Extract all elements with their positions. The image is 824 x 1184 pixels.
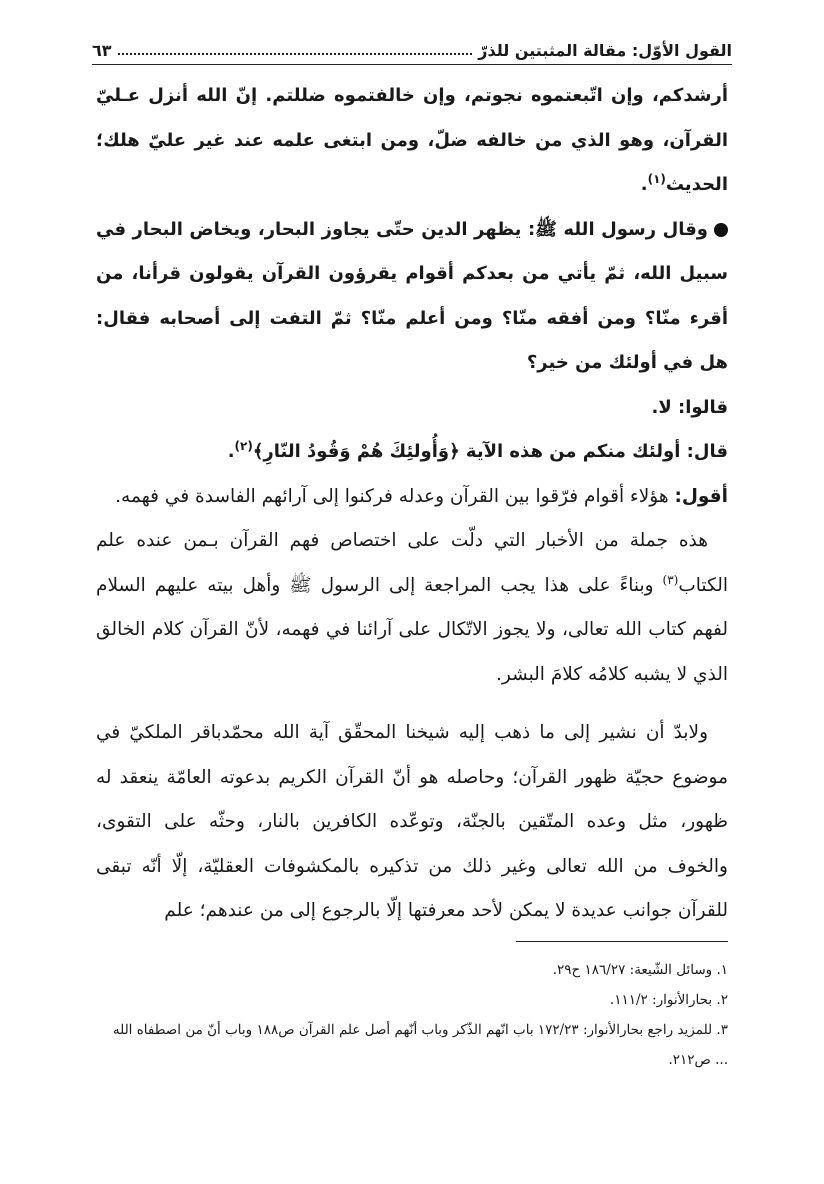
paragraph-comment [96, 475, 728, 520]
paragraph-text: قال: أولئك منكم من هذه الآية ﴿وَأُولئِكَ هُمْ وَقُودُ النّارِ﴾ [252, 441, 728, 462]
paragraph-verse: قال: أولئك منكم من هذه الآية ﴿وَأُولئِكَ هُمْ وَقُودُ النّارِ﴾$^{(٢)}$. [227, 439, 728, 462]
paragraph-text: ولابدّ أن نشير إلى ما ذهب إليه شيخنا المحقّق آية الله محمّدباقر الملكيّ في موضوع حجيّة ظهور القرآن؛ وحاصله هو أنّ القرآن الكريم بدعوته العامّة ينعقد له ظهور، مثل وعده المتّقين بالجنّة، وتوعّده الكافرين بالنار، وحثّه على التقوى، والخوف من الله تعالى وغير ذلك من تذكيره بالمكشوفات العقليّة، إلّا أنّه تبقى للقرآن جوانب عديدة لا يمكن لأحد معرفتها إلّا بالرجوع إلى من عندهم؛ علم [96, 722, 728, 921]
footnote-1: ١. وسائل الشّيعة: ١٨٦/٢٧ ح٢٩. [552, 962, 728, 978]
paragraph-text: هذه جملة من الأخبار التي دلّت على اختصاص فهم القرآن بـمن عنده علم الكتاب [96, 530, 728, 596]
page-number: ٦٣ [92, 41, 112, 60]
paragraph-gap [96, 697, 728, 711]
paragraph-summary [96, 519, 728, 697]
paragraph-text: هؤلاء أقوام فرّقوا بين القرآن وعدله فركنوا إلى آرائهم الفاسدة في فهمه. [115, 485, 669, 507]
main-text [96, 74, 728, 934]
paragraph-text: وقال رسول الله ﷺ: يظهر الدين حتّى يجاوز البحار، ويخاض البحار في سبيل الله، ثمّ يأتي من بعدكم أقوام يقرؤون القرآن يقولون قرأنا، من أقرء منّا؟ ومن أفقه منّا؟ ومن أعلم منّا؟ ثمّ التفت إلى أصحابه فقال: هل في أولئك من خير؟ [96, 218, 728, 373]
footnotes [96, 955, 728, 1075]
footnote-divider [516, 941, 728, 942]
footnote-ref-2: (٢) [234, 439, 253, 453]
comment-label: أقول: [674, 485, 728, 507]
footnote-3: ٣. للمزيد راجع بحارالأنوار: ١٧٢/٢٣ باب انّهم الذّكر وباب أنّهم أصل علم القرآن ص١٨٨ وباب أنّ من اصطفاه الله ... ص٢١٢. [112, 1022, 728, 1068]
paragraph-text: وبناءً على هذا يجب المراجعة إلى الرسول ﷺ وأهل بيته عليهم السلام لفهم كتاب الله تعالى، ولا يجوز الاتّكال على آرائنا في فهمه، لأنّ القرآن كلام الخالق الذي لا يشبه كلامُه كلامَ البشر. [96, 574, 728, 685]
header-title: القول الأوّل: مقالة المثبتين للذرّ [478, 41, 732, 60]
paragraph-hadith-2 [96, 208, 728, 386]
paragraph-discussion [96, 711, 728, 934]
paragraph-text: قالوا: لا. [651, 396, 728, 418]
paragraph-text: أرشدكم، وإن اتّبعتموه نجوتم، وإن خالفتموه ضللتم. إنّ الله أنزل عـليّ القرآن، وهو الذي من خالفه ضلّ، ومن ابتغى علمه عند غير عليّ هلك؛ الحديث [96, 85, 728, 195]
paragraph-hadith-1: أرشدكم، وإن اتّبعتموه نجوتم، وإن خالفتموه ضللتم. إنّ الله أنزل عـليّ القرآن، وهو الذي من خالفه ضلّ، ومن ابتغى علمه عند غير عليّ هلك؛ الحديث$^{(١)}$. [96, 85, 728, 195]
footnote-ref-3: (٣) [662, 572, 679, 587]
running-header [92, 32, 732, 65]
footnote-ref-1: (١) [647, 172, 666, 186]
header-dot-leader [118, 53, 473, 55]
footnote-2: ٢. بحارالأنوار: ١١١/٢. [609, 992, 728, 1008]
bullet-icon [714, 223, 728, 237]
paragraph-reply [96, 386, 728, 431]
